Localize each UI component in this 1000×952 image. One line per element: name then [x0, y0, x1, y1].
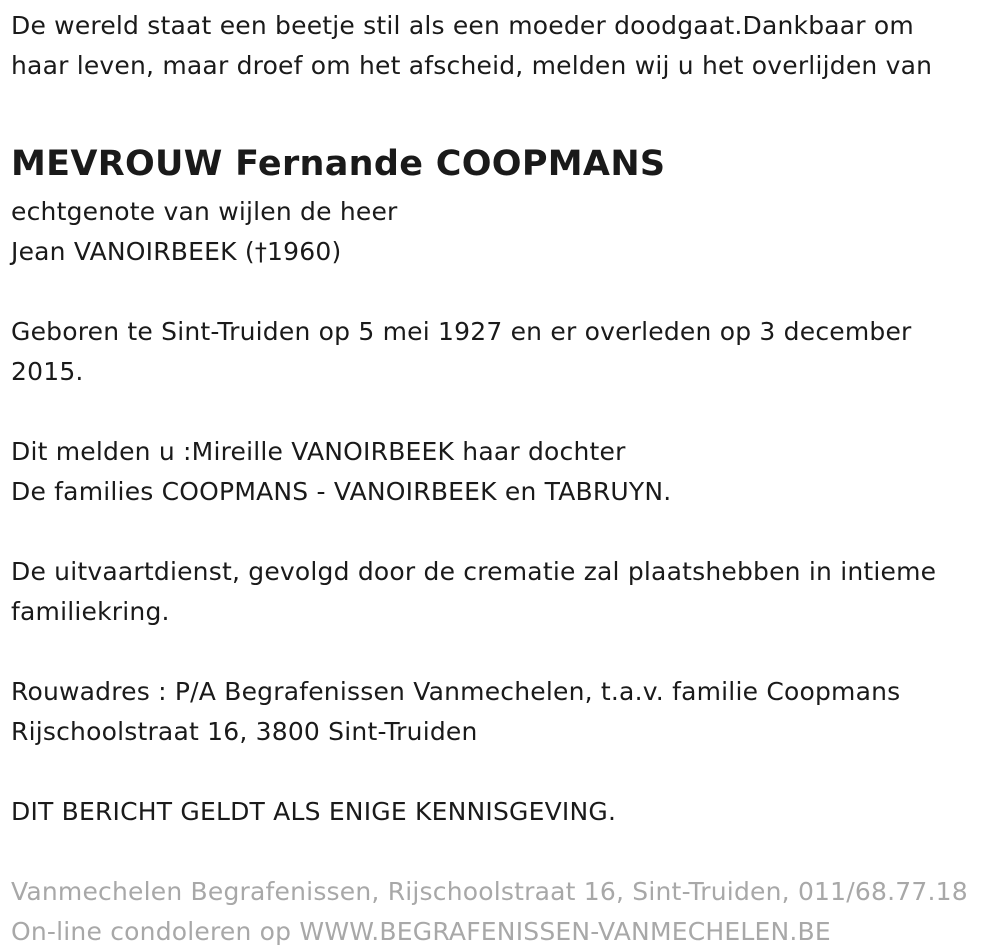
spouse-line: echtgenote van wijlen de heer	[11, 197, 398, 226]
footer-line-2: On-line condoleren op WWW.BEGRAFENISSEN-VANMECHELEN.BE	[11, 917, 831, 946]
spouse-death-year: 1960)	[267, 237, 342, 266]
footer-line-1: Vanmechelen Begrafenissen, Rijschoolstraat 16, Sint-Truiden, 011/68.77.18	[11, 877, 968, 906]
cross-icon: †	[254, 238, 268, 266]
birth-line-2: 2015.	[11, 357, 84, 386]
birth-line-1: Geboren te Sint-Truiden op 5 mei 1927 en er overleden op 3 december	[11, 317, 912, 346]
intro-line-1: De wereld staat een beetje stil als een moeder doodgaat.Dankbaar om	[11, 11, 914, 40]
family-line-2: De families COOPMANS - VANOIRBEEK en TABRUYN.	[11, 477, 672, 506]
service-line-2: familiekring.	[11, 597, 170, 626]
family-line-1: Dit melden u :Mireille VANOIRBEEK haar dochter	[11, 437, 626, 466]
death-notice	[11, 6, 996, 952]
address-line-2: Rijschoolstraat 16, 3800 Sint-Truiden	[11, 717, 478, 746]
service-line-1: De uitvaartdienst, gevolgd door de crematie zal plaatshebben in intieme	[11, 557, 937, 586]
notice-line: DIT BERICHT GELDT ALS ENIGE KENNISGEVING.	[11, 797, 617, 826]
intro-line-2: haar leven, maar droef om het afscheid, melden wij u het overlijden van	[11, 51, 933, 80]
spacer	[11, 752, 996, 792]
spouse-name: Jean VANOIRBEEK (	[11, 237, 255, 266]
spouse-name-line	[11, 232, 996, 272]
spacer	[11, 832, 996, 872]
spacer	[11, 272, 996, 312]
spacer	[11, 512, 996, 552]
spacer	[11, 632, 996, 672]
deceased-name: MEVROUW Fernande COOPMANS	[11, 144, 666, 184]
address-line-1: Rouwadres : P/A Begrafenissen Vanmechelen, t.a.v. familie Coopmans	[11, 677, 901, 706]
spacer	[11, 392, 996, 432]
